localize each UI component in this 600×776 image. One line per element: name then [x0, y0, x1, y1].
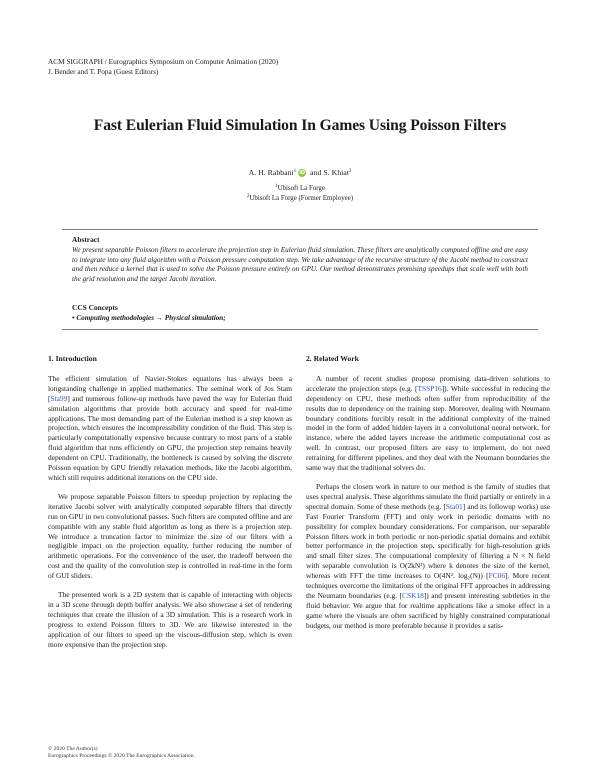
page-footer: [48, 746, 195, 760]
section-heading: 1. Introduction: [48, 354, 97, 363]
author-name: S. Khiat: [323, 168, 349, 177]
ccs-text: Computing methodologies → Physical simulation;: [76, 314, 226, 322]
abstract-heading: Abstract: [72, 235, 100, 244]
affiliation-name: Ubisoft La Forge: [277, 185, 325, 192]
author-superscript: 2: [348, 169, 352, 174]
ccs-concepts: [72, 314, 226, 322]
author-list: [0, 168, 600, 177]
venue-header: [48, 57, 278, 76]
affiliation-name: Ubisoft La Forge (Former Employee): [249, 195, 354, 202]
editors-line: J. Bender and T. Popa (Guest Editors): [48, 66, 159, 76]
citation-link[interactable]: Sta99: [50, 393, 68, 403]
affiliation: [0, 195, 600, 202]
section-heading: 2. Related Work: [306, 354, 359, 363]
citation-link[interactable]: TSSP16: [417, 383, 442, 393]
abstract-top-rule: [62, 229, 538, 230]
citation-link[interactable]: FC06: [488, 571, 506, 581]
abstract-text: We present separable Poisson filters to accelerate the projection step in Eulerian fluid simulation. These filters are analytically computed offline and are easy to integrate into any fluid algorithm with a Poisson pressure computation step. We take advantage of the recursive structure of the Jacobi method to construct and then reduce a kernel that is used to solve the Poisson pressure entirely on GPU. Our method demonstrates promising speedups that scale well with both the grid resolution and the target Jacobi iteration.: [72, 246, 528, 283]
author-superscript: 1: [293, 169, 297, 174]
copyright-line: © 2020 The Author(s): [48, 746, 98, 752]
author-name: A. H. Rabbani: [248, 168, 294, 177]
copyright-line: Eurographics Proceedings © 2020 The Eurographics Association.: [48, 753, 195, 760]
affiliation-superscript: 2: [246, 194, 250, 199]
affiliation: [0, 185, 600, 192]
paragraph: The efficient simulation of Navier-Stokes equations has always been a longstanding challenge in applied mathematics. The seminal work of Jos Stam [Sta99] and numerous follow-up methods have paved the way for Eulerian fluid simulation algorithms that provide both accuracy and speed for real-time applications. The most demanding part of the Eulerian method is a step known as projection, which ensures the incompressibility condition of the fluid. This step is particularly computationally expensive because contrary to most parts of a stable fluid algorithm that runs efficiently on GPU, the projection step remains heavily dependent on CPU. Traditionally, the bottleneck is caused by solving the discrete Poisson equation by GPU friendly relaxation methods, like the Jacobi algorithm, which still requires additional iterations on the CPU side.: [48, 373, 292, 482]
citation-link[interactable]: Sta01: [445, 501, 463, 511]
right-column: [306, 354, 550, 640]
abstract-bottom-rule: [62, 329, 538, 330]
orcid-icon[interactable]: iD: [299, 170, 306, 176]
paragraph: Perhaps the closets work in nature to our method is the family of studies that uses spectral analysis. These algorithms simulate the fluid partially or entirely in a spectral domain. Some of these methods (e.g. [Sta01] and its followup works) use Fast Fourier Transform (FFT) and only work in periodic domains with no possibility for complex boundary considerations. For comparison, our separable Poisson filters work in both periodic or non-periodic spatial domains and exhibit better performance in the projection step, specifically for high-resolution grids and small filter sizes. The computational complexity of filtering a N × N field with separable convolution is O(2kN²) where k denotes the size of the kernel, whereas with FFT the time increases to O(4N². log₂(N)) [FC06]. More recent techniques overcome the limitations of the original FFT approaches in addressing the Neumann boundaries (e.g. [CSK18]) and present interesting subtleties in the fluid behavior. We argue that for realtime applications like a smoke effect in a game where the visuals are often sacrificed by highly constrained computational budgets, our method is more preferable because it provides a satis-: [306, 481, 550, 630]
paragraph: We propose separable Poisson filters to speedup projection by replacing the iterative Jacobi solver with analytically computed separable filters that directly run on GPU in two convolutional passes. Such filters are computed offline and are compatible with any stable fluid algorithm as long as there is a projection step. We introduce a truncation factor to minimize the size of our filters with a negligible impact on the projection equality, further reducing the number of arithmetic operations. For the convenience of the user, the tradeoff between the cost and the quality of the convolution step is controlled in real-time in the form of GUI sliders.: [48, 491, 292, 581]
venue-line: ACM SIGGRAPH / Eurographics Symposium on Computer Animation (2020): [48, 57, 279, 66]
paragraph: The presented work is a 2D system that is capable of interacting with objects in a 3D scene through depth buffer analysis. We also showcase a set of rendering techniques that create the illusion of a 3D simulation. This is a research work in progress to extend Poisson filters to 3D. We are likewise interested in the application of our filters to speed up the viscous-diffusion step, which is even more expensive than the projection step.: [48, 590, 292, 649]
paragraph: A number of recent studies propose promising data-driven solutions to accelerate the projection steps (e.g. [TSSP16]). While successful in reducing the dependency on CPU, these methods often suffer from reproducibility of the results due to dependency on the training step. Moreover, dealing with Neumann boundary conditions forcibly result in the additional complexity of the trained model in the form of added hidden layers in a convolutional neural network, for instance, where the added layers increase the arithmetic computational cost as well. In contrast, our proposed filters are easy to implement, do not need retraining for different pipelines, and they deal with the Neumann boundaries the same way that the traditional solvers do.: [306, 373, 550, 473]
left-column: [48, 354, 292, 658]
ccs-heading: CCS Concepts: [72, 303, 118, 312]
bullet-icon: •: [72, 314, 75, 322]
affiliation-superscript: 1: [275, 184, 278, 189]
paper-title: Fast Eulerian Fluid Simulation In Games Using Poisson Filters: [93, 117, 507, 134]
author-conjunction: and: [310, 168, 322, 177]
citation-link[interactable]: CSK18: [402, 590, 424, 600]
